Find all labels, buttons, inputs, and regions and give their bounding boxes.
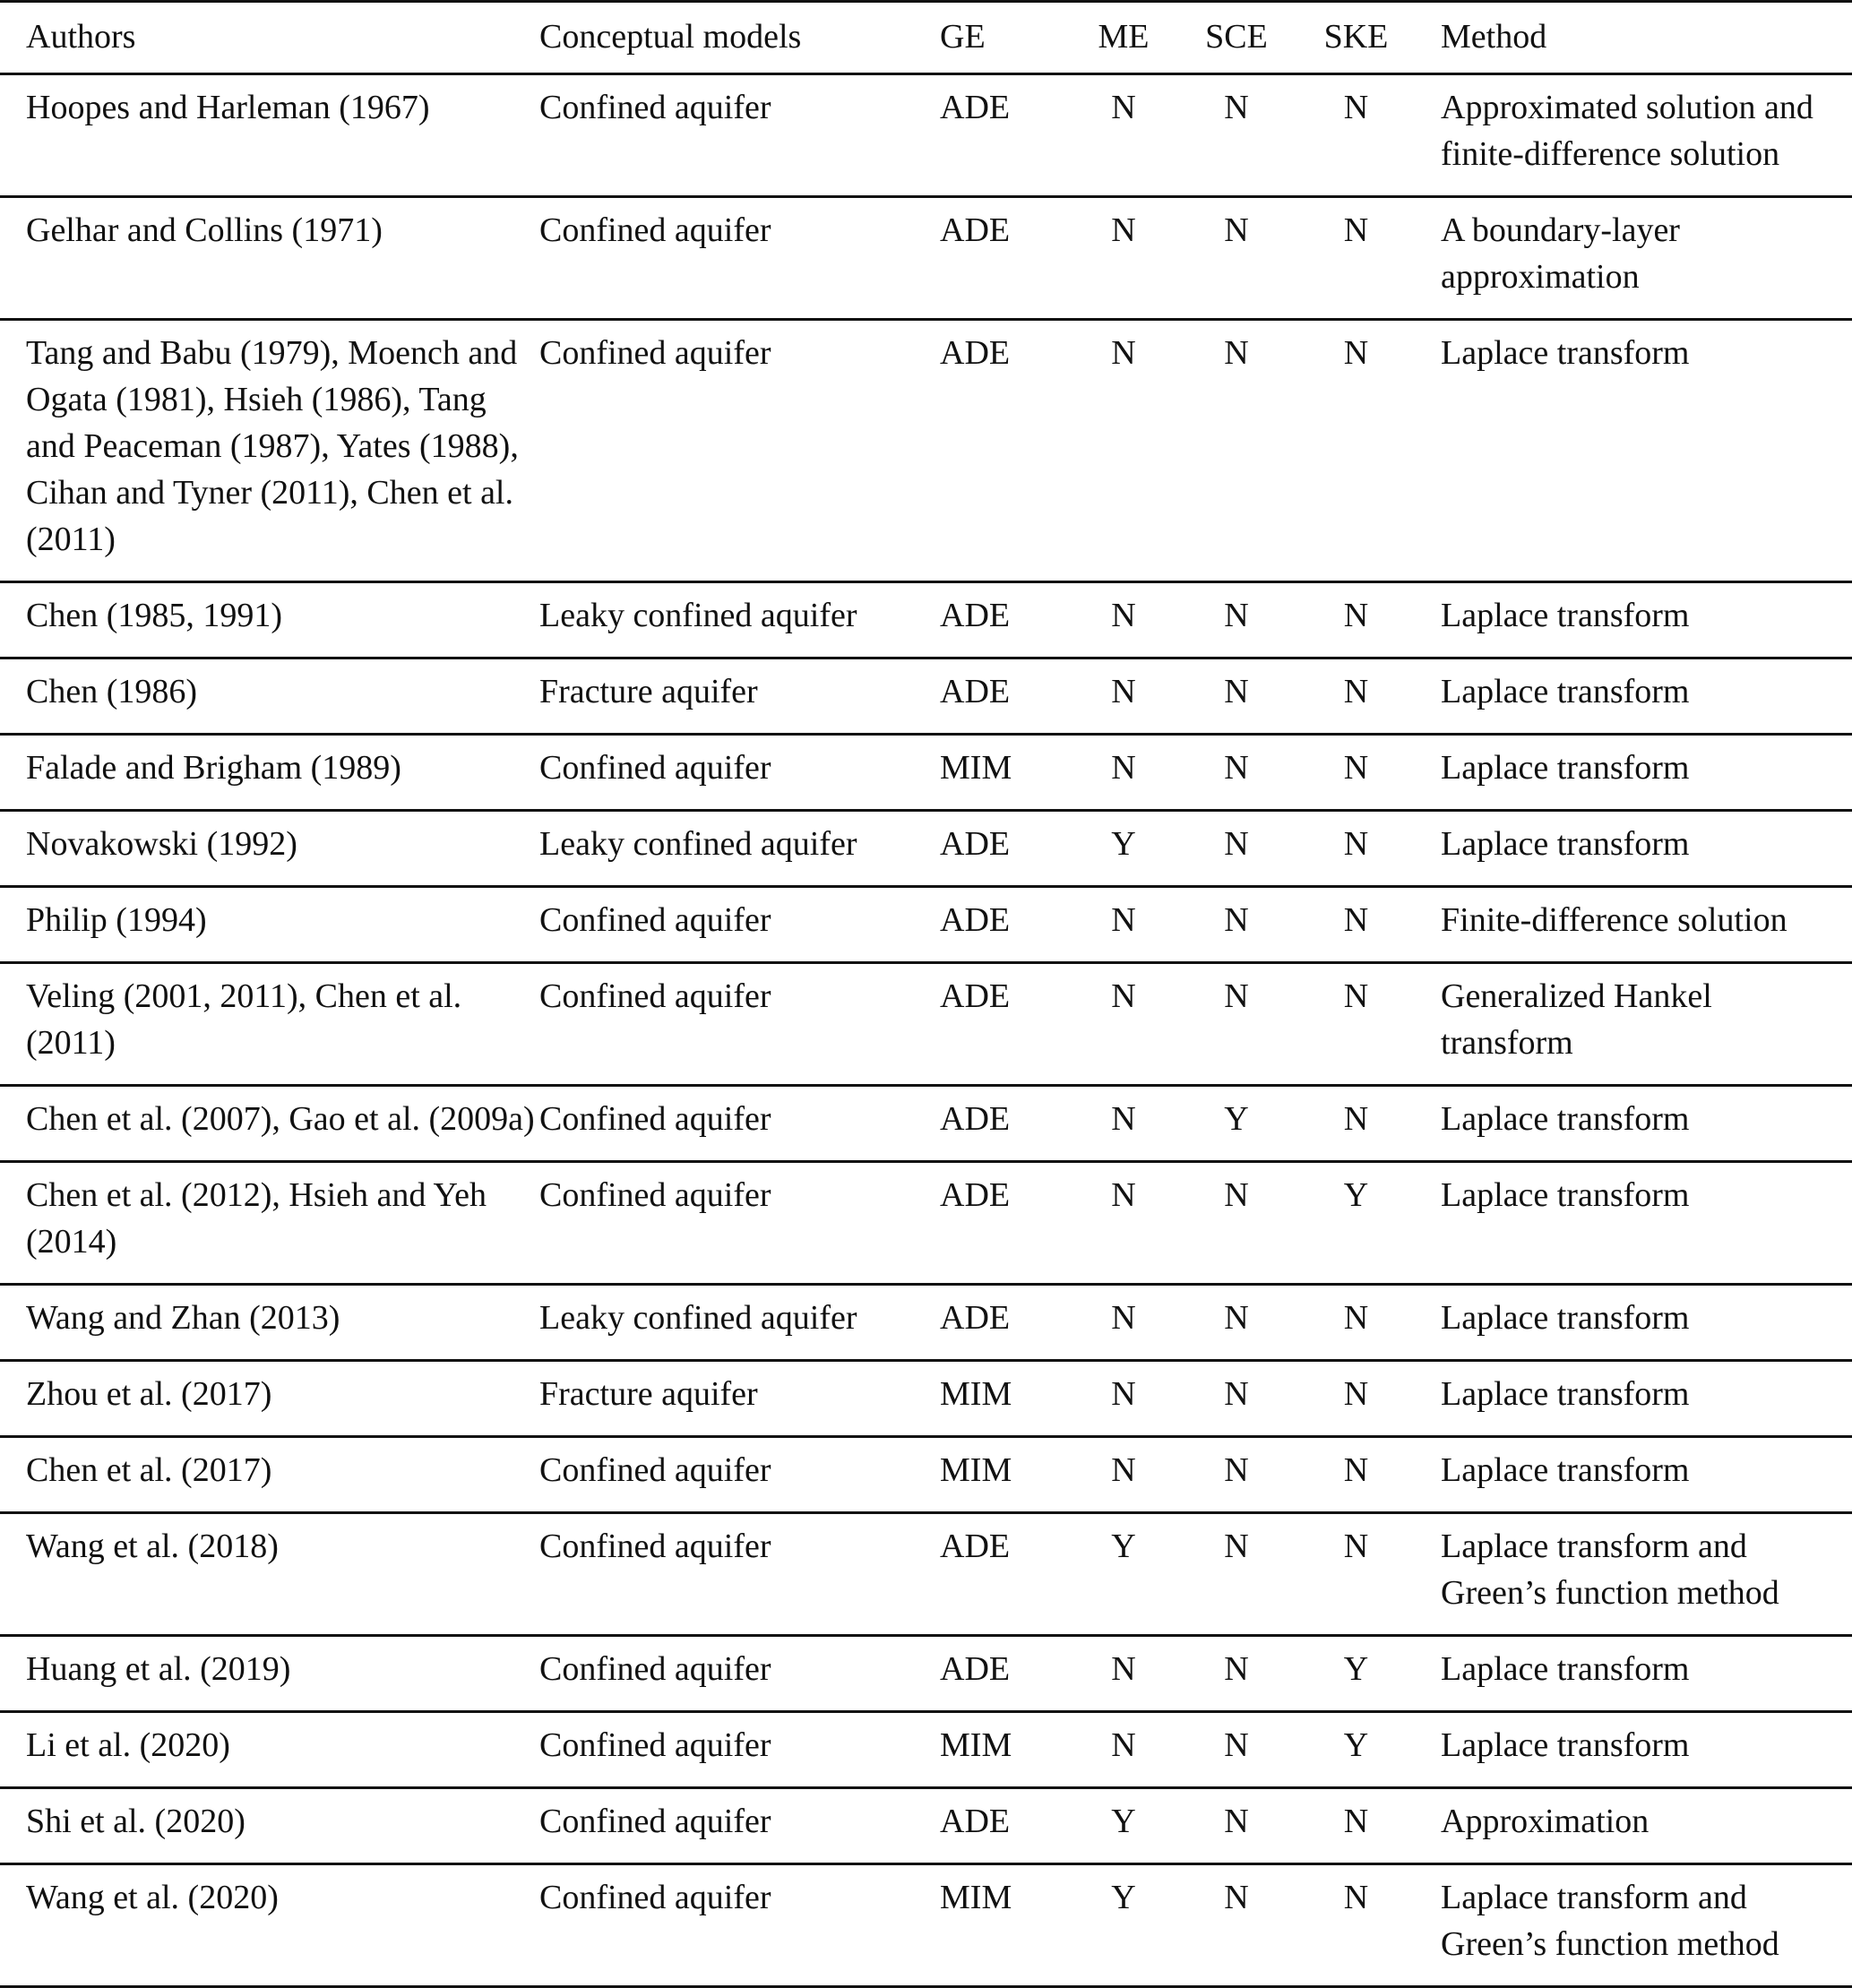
- cell-sce: N: [1224, 673, 1249, 710]
- cell-me: N: [1111, 977, 1136, 1015]
- table-row: [0, 1285, 1852, 1361]
- table-row: [0, 320, 1852, 582]
- cell-conceptual-model: Confined aquifer: [539, 1100, 771, 1138]
- cell-authors: Chen et al. (2012), Hsieh and Yeh (2014): [26, 1176, 487, 1261]
- table-row: [0, 1712, 1852, 1788]
- cell-ge: ADE: [940, 1299, 1011, 1337]
- cell-me: N: [1111, 1375, 1136, 1413]
- table-row: [0, 197, 1852, 320]
- cell-me: N: [1111, 1176, 1136, 1214]
- cell-conceptual-model: Confined aquifer: [539, 977, 771, 1015]
- cell-sce: N: [1224, 1375, 1249, 1413]
- cell-conceptual-model: Confined aquifer: [539, 89, 771, 126]
- cell-ske: Y: [1343, 1650, 1369, 1688]
- cell-ge: ADE: [940, 334, 1011, 372]
- table-row: [0, 658, 1852, 735]
- cell-ge: MIM: [940, 1375, 1012, 1413]
- cell-ske: N: [1343, 1451, 1369, 1489]
- cell-authors: Huang et al. (2019): [26, 1650, 291, 1688]
- table-row: [0, 1864, 1852, 1987]
- header-ske: SKE: [1323, 18, 1389, 56]
- cell-authors: Li et al. (2020): [26, 1726, 230, 1764]
- cell-sce: N: [1224, 211, 1249, 249]
- cell-method: [1421, 74, 1852, 197]
- cell-method: Laplace transform: [1441, 1650, 1690, 1688]
- method-text: Laplace transform and Green’s function method: [1441, 1528, 1779, 1612]
- cell-conceptual-model: Leaky confined aquifer: [539, 1299, 857, 1337]
- cell-authors: Philip (1994): [26, 901, 207, 939]
- cell-me: N: [1111, 1451, 1136, 1489]
- table-body: [0, 74, 1852, 1987]
- cell-conceptual-model: Fracture aquifer: [539, 1375, 758, 1413]
- cell-method: [1421, 963, 1852, 1086]
- cell-conceptual-model: Confined aquifer: [539, 749, 771, 787]
- table-row: [0, 1361, 1852, 1437]
- cell-conceptual-model: Confined aquifer: [539, 1726, 771, 1764]
- cell-ske: N: [1343, 1375, 1369, 1413]
- cell-sce: N: [1224, 1879, 1249, 1916]
- cell-sce: N: [1224, 901, 1249, 939]
- cell-method: Laplace transform: [1441, 334, 1690, 372]
- cell-method: Approximation: [1441, 1803, 1650, 1840]
- method-text: A boundary-layer approximation: [1441, 211, 1680, 296]
- cell-ge: MIM: [940, 749, 1012, 787]
- cell-authors: Chen (1986): [26, 673, 198, 710]
- cell-me: N: [1111, 1299, 1136, 1337]
- header-me: ME: [1098, 18, 1150, 56]
- header-conceptual-models: Conceptual models: [539, 18, 802, 56]
- header-ge: GE: [940, 18, 986, 56]
- cell-authors: Veling (2001, 2011), Chen et al. (2011): [26, 977, 462, 1062]
- cell-ske: N: [1343, 597, 1369, 634]
- cell-authors: Gelhar and Collins (1971): [26, 211, 383, 249]
- cell-me: N: [1111, 597, 1136, 634]
- header-sce: SCE: [1205, 18, 1268, 56]
- cell-me: N: [1111, 1650, 1136, 1688]
- cell-ske: Y: [1343, 1176, 1369, 1214]
- cell-me: N: [1111, 334, 1136, 372]
- cell-me: N: [1111, 89, 1136, 126]
- cell-me: N: [1111, 1726, 1136, 1764]
- table-row: [0, 811, 1852, 887]
- cell-sce: N: [1224, 89, 1249, 126]
- cell-method: Laplace transform: [1441, 1451, 1690, 1489]
- table-row: [0, 74, 1852, 197]
- cell-method: [1421, 1513, 1852, 1636]
- table-header: [0, 2, 1852, 74]
- cell-ske: N: [1343, 1299, 1369, 1337]
- cell-ske: Y: [1343, 1726, 1369, 1764]
- table-row: [0, 1437, 1852, 1513]
- cell-conceptual-model: Confined aquifer: [539, 1176, 771, 1214]
- cell-ge: ADE: [940, 1803, 1011, 1840]
- cell-sce: N: [1224, 334, 1249, 372]
- cell-ske: N: [1343, 1879, 1369, 1916]
- cell-method: [1421, 1864, 1852, 1987]
- cell-ge: MIM: [940, 1726, 1012, 1764]
- header-method: Method: [1441, 18, 1547, 56]
- cell-ge: ADE: [940, 1100, 1011, 1138]
- cell-ge: ADE: [940, 597, 1011, 634]
- cell-conceptual-model: Leaky confined aquifer: [539, 825, 857, 863]
- cell-ske: N: [1343, 89, 1369, 126]
- cell-authors: Falade and Brigham (1989): [26, 749, 401, 787]
- cell-me: Y: [1111, 1528, 1136, 1565]
- cell-authors: Wang and Zhan (2013): [26, 1299, 340, 1337]
- cell-conceptual-model: Confined aquifer: [539, 1879, 771, 1916]
- cell-ge: MIM: [940, 1451, 1012, 1489]
- cell-ske: N: [1343, 1100, 1369, 1138]
- cell-conceptual-model: Confined aquifer: [539, 1528, 771, 1565]
- cell-conceptual-model: Fracture aquifer: [539, 673, 758, 710]
- cell-ge: ADE: [940, 825, 1011, 863]
- cell-method: Laplace transform: [1441, 597, 1690, 634]
- cell-ske: N: [1343, 749, 1369, 787]
- cell-sce: N: [1224, 825, 1249, 863]
- cell-conceptual-model: Leaky confined aquifer: [539, 597, 857, 634]
- cell-ske: N: [1343, 673, 1369, 710]
- cell-ske: N: [1343, 1803, 1369, 1840]
- cell-method: Laplace transform: [1441, 1299, 1690, 1337]
- cell-ge: ADE: [940, 1650, 1011, 1688]
- cell-me: N: [1111, 1100, 1136, 1138]
- cell-conceptual-model: Confined aquifer: [539, 1803, 771, 1840]
- cell-ge: ADE: [940, 89, 1011, 126]
- method-text: Approximated solution and finite-difference solution: [1441, 89, 1813, 173]
- cell-sce: N: [1224, 1176, 1249, 1214]
- cell-me: Y: [1111, 1803, 1136, 1840]
- table-row: [0, 1086, 1852, 1162]
- cell-conceptual-model: Confined aquifer: [539, 211, 771, 249]
- cell-sce: Y: [1224, 1100, 1249, 1138]
- cell-sce: N: [1224, 1528, 1249, 1565]
- method-text: Laplace transform and Green’s function method: [1441, 1879, 1779, 1963]
- cell-ge: ADE: [940, 977, 1011, 1015]
- cell-ske: N: [1343, 211, 1369, 249]
- cell-authors: Zhou et al. (2017): [26, 1375, 272, 1413]
- cell-method: Laplace transform: [1441, 825, 1690, 863]
- cell-sce: N: [1224, 1451, 1249, 1489]
- cell-sce: N: [1224, 749, 1249, 787]
- table-row: [0, 735, 1852, 811]
- cell-ske: N: [1343, 825, 1369, 863]
- cell-me: N: [1111, 673, 1136, 710]
- header-authors: Authors: [26, 18, 136, 56]
- cell-me: N: [1111, 749, 1136, 787]
- cell-authors: Shi et al. (2020): [26, 1803, 245, 1840]
- cell-method: Laplace transform: [1441, 1726, 1690, 1764]
- cell-conceptual-model: Confined aquifer: [539, 1451, 771, 1489]
- cell-conceptual-model: Confined aquifer: [539, 1650, 771, 1688]
- cell-me: N: [1111, 901, 1136, 939]
- cell-authors: Wang et al. (2020): [26, 1879, 279, 1916]
- cell-me: N: [1111, 211, 1136, 249]
- cell-ske: N: [1343, 334, 1369, 372]
- cell-sce: N: [1224, 1803, 1249, 1840]
- cell-method: [1421, 197, 1852, 320]
- cell-ge: ADE: [940, 901, 1011, 939]
- table-row: [0, 887, 1852, 963]
- cell-me: Y: [1111, 1879, 1136, 1916]
- cell-ske: N: [1343, 901, 1369, 939]
- cell-authors: Tang and Babu (1979), Moench and Ogata (1981), Hsieh (1986), Tang and Peaceman (1987), Yates (1988), Cihan and Tyner (2011), Chen et al. (2011): [26, 334, 519, 558]
- cell-ge: MIM: [940, 1879, 1012, 1916]
- method-text: Generalized Hankel transform: [1441, 977, 1712, 1062]
- cell-sce: N: [1224, 597, 1249, 634]
- cell-method: Laplace transform: [1441, 673, 1690, 710]
- cell-sce: N: [1224, 1299, 1249, 1337]
- cell-ge: ADE: [940, 673, 1011, 710]
- cell-method: Laplace transform: [1441, 1375, 1690, 1413]
- cell-authors: Wang et al. (2018): [26, 1528, 279, 1565]
- cell-conceptual-model: Confined aquifer: [539, 334, 771, 372]
- table-row: [0, 1513, 1852, 1636]
- cell-method: Laplace transform: [1441, 1100, 1690, 1138]
- cell-authors: Chen (1985, 1991): [26, 597, 283, 634]
- cell-authors: Chen et al. (2017): [26, 1451, 272, 1489]
- cell-sce: N: [1224, 1726, 1249, 1764]
- table-row: [0, 1788, 1852, 1864]
- cell-me: Y: [1111, 825, 1136, 863]
- cell-ge: ADE: [940, 1176, 1011, 1214]
- cell-conceptual-model: Confined aquifer: [539, 901, 771, 939]
- cell-method: Laplace transform: [1441, 749, 1690, 787]
- table-row: [0, 582, 1852, 658]
- cell-ske: N: [1343, 977, 1369, 1015]
- header-row: [0, 2, 1852, 74]
- cell-authors: Chen et al. (2007), Gao et al. (2009a): [26, 1100, 535, 1138]
- cell-authors: Hoopes and Harleman (1967): [26, 89, 430, 126]
- table-row: [0, 963, 1852, 1086]
- cell-method: Laplace transform: [1441, 1176, 1690, 1214]
- cell-ge: ADE: [940, 1528, 1011, 1565]
- table-row: [0, 1162, 1852, 1285]
- table-row: [0, 1636, 1852, 1712]
- cell-sce: N: [1224, 1650, 1249, 1688]
- cell-authors: Novakowski (1992): [26, 825, 297, 863]
- cell-sce: N: [1224, 977, 1249, 1015]
- cell-ge: ADE: [940, 211, 1011, 249]
- cell-method: Finite-difference solution: [1441, 901, 1787, 939]
- cell-ske: N: [1343, 1528, 1369, 1565]
